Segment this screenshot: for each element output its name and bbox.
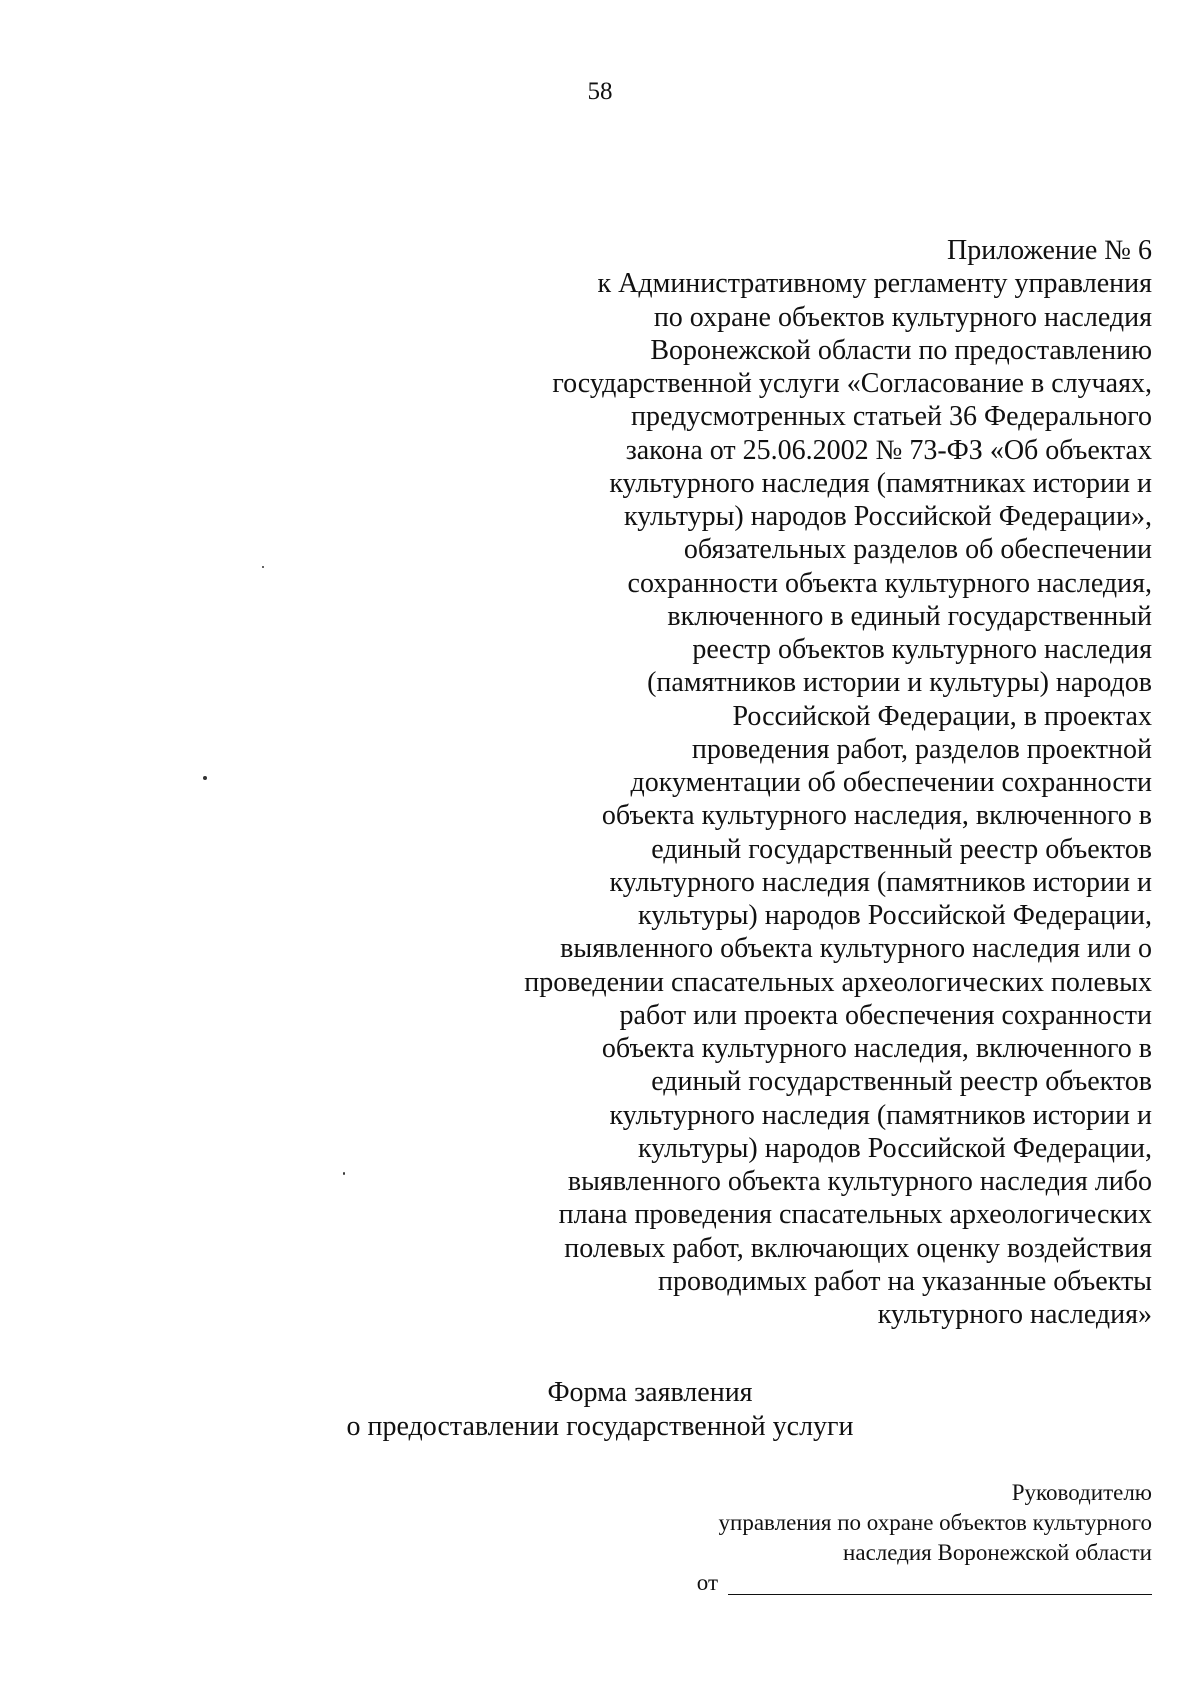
appendix-line: культуры) народов Российской Федерации, bbox=[638, 1132, 1152, 1164]
scan-speck bbox=[343, 1172, 345, 1175]
appendix-line: объекта культурного наследия, включенного в bbox=[601, 800, 1152, 832]
appendix-line: культурного наследия (памятниках истории и bbox=[609, 467, 1152, 499]
appendix-line: проведения работ, разделов проектной bbox=[691, 733, 1152, 765]
appendix-line: единый государственный реестр объектов bbox=[651, 833, 1152, 865]
appendix-line: к Административному регламенту управления bbox=[597, 268, 1152, 300]
appendix-line: сохранности объекта культурного наследия, bbox=[627, 567, 1152, 599]
appendix-line: культуры) народов Российской Федерации», bbox=[624, 501, 1152, 532]
appendix-line: работ или проекта обеспечения сохранности bbox=[619, 999, 1152, 1031]
appendix-line: культуры) народов Российской Федерации, bbox=[638, 900, 1152, 931]
page-number: 58 bbox=[587, 78, 613, 105]
addressee-block bbox=[552, 1478, 1152, 1568]
form-subtitle-line: о предоставлении государственной услуги bbox=[346, 1411, 854, 1442]
appendix-line: проводимых работ на указанные объекты bbox=[658, 1265, 1152, 1297]
appendix-line: выявленного объекта культурного наследия либо bbox=[567, 1166, 1152, 1197]
appendix-header bbox=[392, 234, 1152, 1331]
appendix-line: культурного наследия (памятников истории и bbox=[609, 1099, 1152, 1131]
appendix-line: по охране объектов культурного наследия bbox=[653, 301, 1152, 333]
form-title bbox=[0, 1376, 1200, 1444]
appendix-line: объекта культурного наследия, включенного в bbox=[601, 1033, 1152, 1064]
appendix-line: культурного наследия (памятников истории и bbox=[609, 866, 1152, 898]
appendix-line: Российской Федерации, в проектах bbox=[732, 700, 1152, 732]
addressee-organization: управления по охране объектов культурного bbox=[718, 1510, 1152, 1535]
applicant-from-row bbox=[692, 1570, 1152, 1595]
from-label: от bbox=[696, 1570, 718, 1595]
appendix-line: полевых работ, включающих оценку воздействия bbox=[564, 1232, 1152, 1264]
appendix-line: обязательных разделов об обеспечении bbox=[683, 534, 1152, 566]
appendix-line: закона от 25.06.2002 № 73-ФЗ «Об объектах bbox=[625, 434, 1152, 466]
appendix-line: реестр объектов культурного наследия bbox=[692, 634, 1152, 665]
appendix-line: плана проведения спасательных археологических bbox=[558, 1199, 1152, 1231]
appendix-line: (памятников истории и культуры) народов bbox=[647, 667, 1152, 699]
scan-speck bbox=[262, 566, 264, 568]
appendix-line: включенного в единый государственный bbox=[667, 600, 1152, 632]
applicant-name-field[interactable] bbox=[728, 1570, 1152, 1595]
appendix-line: государственной услуги «Согласование в случаях, bbox=[552, 368, 1152, 399]
addressee-region: наследия Воронежской области bbox=[843, 1540, 1152, 1565]
appendix-line: Приложение № 6 bbox=[947, 235, 1152, 266]
scan-speck bbox=[203, 776, 207, 780]
form-title-line: Форма заявления bbox=[547, 1377, 753, 1408]
appendix-line: единый государственный реестр объектов bbox=[651, 1066, 1152, 1098]
appendix-line: культурного наследия» bbox=[877, 1299, 1152, 1330]
appendix-line: проведении спасательных археологических полевых bbox=[524, 966, 1152, 998]
addressee-title: Руководителю bbox=[1011, 1480, 1152, 1505]
appendix-line: документации об обеспечении сохранности bbox=[630, 767, 1152, 798]
appendix-line: предусмотренных статьей 36 Федерального bbox=[630, 401, 1152, 433]
appendix-line: выявленного объекта культурного наследия или о bbox=[560, 933, 1152, 965]
appendix-line: Воронежской области по предоставлению bbox=[650, 334, 1152, 366]
